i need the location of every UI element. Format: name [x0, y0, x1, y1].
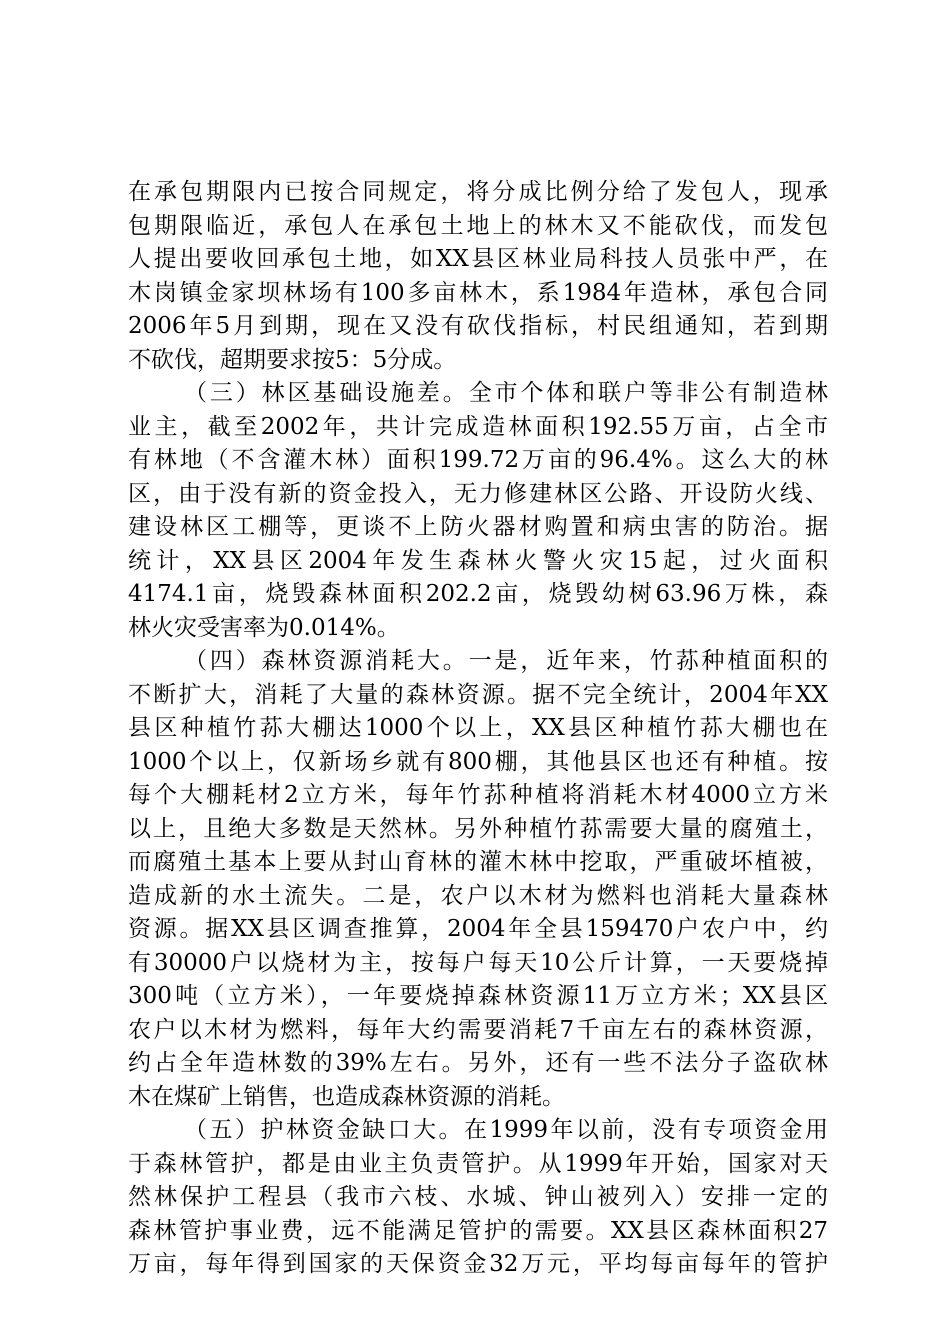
text-line: 有林地（不含灌木林）面积199.72万亩的96.4%。这么大的林 — [128, 447, 828, 473]
text-line: 统计，XX县区2004年发生森林火警火灾15起，过火面积 — [128, 547, 828, 574]
text-line: 造成新的水土流失。二是，农户以木材为燃料也消耗大量森林 — [128, 882, 828, 909]
text-line: 在承包期限内已按合同规定，将分成比例分给了发包人，现承 — [128, 179, 828, 205]
text-line: 有30000户以烧材为主，按每户每天10公斤计算，一天要烧掉 — [128, 949, 828, 976]
document-body — [128, 176, 828, 1282]
text-line: 森林管护事业费，远不能满足管护的需要。XX县区森林面积27 — [128, 1217, 828, 1244]
text-line: 县区种植竹荪大棚达1000个以上，XX县区种植竹荪大棚也在 — [128, 715, 828, 741]
text-line: 区，由于没有新的资金投入，无力修建林区公路、开设防火线、 — [128, 480, 828, 507]
text-line: 木岗镇金家坝林场有100多亩林木，系1984年造林，承包合同 — [128, 279, 828, 306]
text-line: 不砍伐，超期要求按5：5分成。 — [128, 346, 457, 373]
text-line: 包期限临近，承包人在承包土地上的林木又不能砍伐，而发包 — [128, 212, 828, 239]
text-line: 4174.1亩，烧毁森林面积202.2亩，烧毁幼树63.96万株，森 — [128, 581, 828, 607]
text-line: 业主，截至2002年，共计完成造林面积192.55万亩，占全市 — [128, 413, 828, 440]
text-line: 人提出要收回承包土地，如XX县区林业局科技人员张中严，在 — [128, 246, 828, 272]
text-line: 约占全年造林数的39%左右。另外，还有一些不法分子盗砍林 — [128, 1050, 828, 1076]
text-line: 1000个以上，仅新场乡就有800棚，其他县区也还有种植。按 — [128, 748, 828, 775]
text-line: 农户以木材为燃料，每年大约需要消耗7千亩左右的森林资源， — [128, 1016, 828, 1043]
text-line: 以上，且绝大多数是天然林。另外种植竹荪需要大量的腐殖土， — [128, 815, 828, 842]
paragraph-first-line: （三）林区基础设施差。全市个体和联户等非公有制造林 — [184, 380, 828, 406]
paragraph-first-line: （四）森林资源消耗大。一是，近年来，竹荪种植面积的 — [184, 648, 828, 674]
text-line: 不断扩大，消耗了大量的森林资源。据不完全统计，2004年XX — [128, 681, 828, 708]
text-line: 300吨（立方米），一年要烧掉森林资源11万立方米；XX县区 — [128, 983, 828, 1009]
text-line: 木在煤矿上销售，也造成森林资源的消耗。 — [128, 1083, 565, 1110]
paragraph-first-line: （五）护林资金缺口大。在1999年以前，没有专项资金用 — [184, 1117, 828, 1143]
text-line: 每个大棚耗材2立方米，每年竹荪种植将消耗木材4000立方米 — [128, 782, 828, 808]
text-line: 而腐殖土基本上要从封山育林的灌木林中挖取，严重破坏植被， — [128, 849, 828, 875]
text-line: 2006年5月到期，现在又没有砍伐指标，村民组通知，若到期 — [128, 313, 828, 339]
text-line: 林火灾受害率为0.014%。 — [128, 614, 400, 641]
text-line: 于森林管护，都是由业主负责管护。从1999年开始，国家对天 — [128, 1150, 828, 1177]
text-line: 建设林区工棚等，更谈不上防火器材购置和病虫害的防治。据 — [128, 514, 828, 540]
text-line: 然林保护工程县（我市六枝、水城、钟山被列入）安排一定的 — [128, 1184, 828, 1210]
text-line: 资源。据XX县区调查推算，2004年全县159470户农户中，约 — [128, 916, 828, 942]
text-line: 万亩，每年得到国家的天保资金32万元，平均每亩每年的管护 — [128, 1251, 828, 1277]
